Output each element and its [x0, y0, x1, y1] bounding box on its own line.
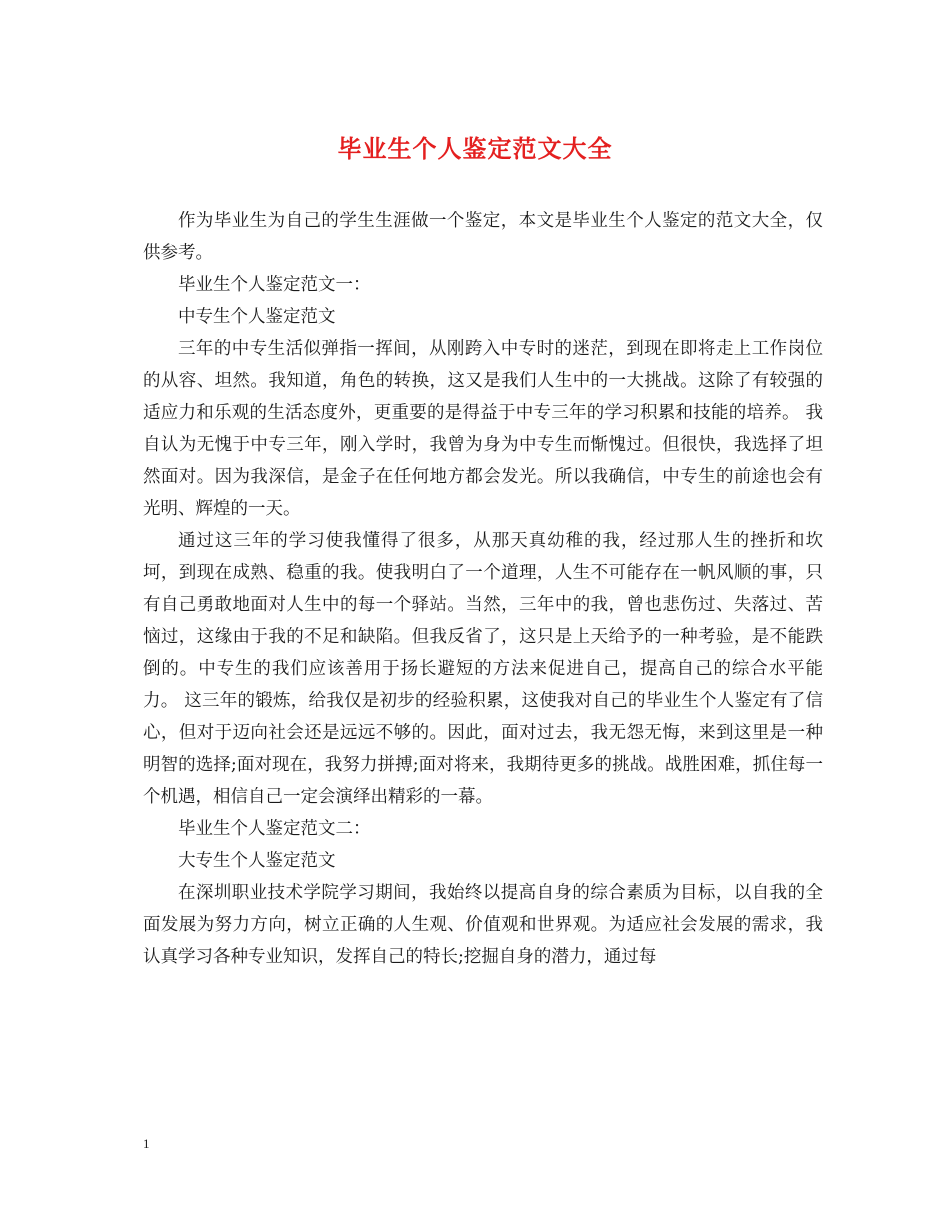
subheading-dazhuan: 大专生个人鉴定范文	[178, 851, 336, 871]
document-body	[143, 205, 823, 973]
section-heading-two: 毕业生个人鉴定范文二：	[178, 819, 371, 839]
subheading-zhongzhuan: 中专生个人鉴定范文	[178, 307, 336, 327]
page-number: 1	[143, 1136, 150, 1151]
intro-paragraph: 作为毕业生为自己的学生生涯做一个鉴定，本文是毕业生个人鉴定的范文大全，仅供参考。	[143, 211, 823, 263]
body-paragraph: 在深圳职业技术学院学习期间，我始终以提高自身的综合素质为目标，以自我的全面发展为努力方向，树立正确的人生观、价值观和世界观。为适应社会发展的需求，我认真学习各种专业知识，发挥自己的特长;挖掘自身的潜力，通过每	[143, 883, 823, 967]
document-title: 毕业生个人鉴定范文大全	[337, 134, 613, 163]
body-paragraph: 三年的中专生活似弹指一挥间，从刚跨入中专时的迷茫，到现在即将走上工作岗位的从容、坦然。我知道，角色的转换，这又是我们人生中的一大挑战。这除了有较强的适应力和乐观的生活态度外，更重要的是得益于中专三年的学习积累和技能的培养。 我自认为无愧于中专三年，刚入学时，我曾为身为中专生而惭愧过。但很快，我选择了坦然面对。因为我深信，是金子在任何地方都会发光。所以我确信，中专生的前途也会有光明、辉煌的一天。	[143, 339, 823, 519]
section-heading-one: 毕业生个人鉴定范文一：	[178, 275, 371, 295]
body-paragraph: 通过这三年的学习使我懂得了很多，从那天真幼稚的我，经过那人生的挫折和坎坷，到现在成熟、稳重的我。使我明白了一个道理，人生不可能存在一帆风顺的事，只有自己勇敢地面对人生中的每一个驿站。当然，三年中的我，曾也悲伤过、失落过、苦恼过，这缘由于我的不足和缺陷。但我反省了，这只是上天给予的一种考验，是不能跌倒的。中专生的我们应该善用于扬长避短的方法来促进自己，提高自己的综合水平能力。 这三年的锻炼，给我仅是初步的经验积累，这使我对自己的毕业生个人鉴定有了信心，但对于迈向社会还是远远不够的。因此，面对过去，我无怨无悔，来到这里是一种明智的选择;面对现在，我努力拼搏;面对将来，我期待更多的挑战。战胜困难，抓住每一个机遇，相信自己一定会演绎出精彩的一幕。	[143, 531, 823, 807]
